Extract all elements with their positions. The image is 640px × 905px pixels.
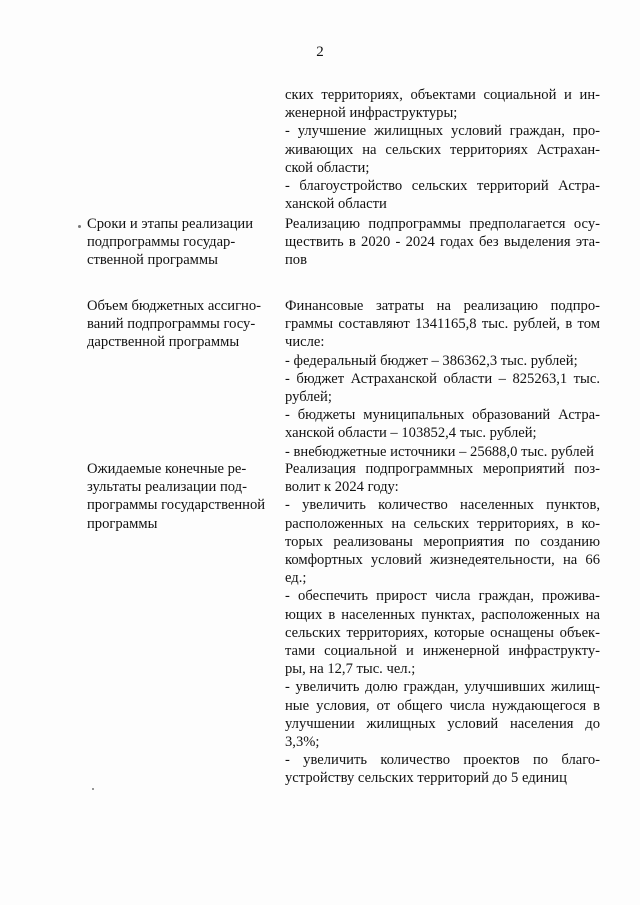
row-label-line: Ожидаемые конечные ре- (87, 461, 247, 477)
row-value-line: сельских территориях, которые оснащены объек- (285, 624, 600, 641)
row-value-line: ющих в населенных пунктах, расположенных на (285, 606, 600, 623)
row-value-line: - увеличить количество населенных пунктов, (285, 497, 600, 514)
row-label-line: программы (87, 515, 158, 532)
row-value-line: ные условия, от общего числа нуждающегося в (285, 697, 600, 714)
intro-line: ских территориях, объектами социальной и ин- (285, 87, 600, 103)
row-label-line: программы государственной (87, 497, 266, 514)
row-value-line: ры, на 12,7 тыс. чел.; (285, 661, 416, 678)
row-value-line: Финансовые затраты на реализацию подпро- (285, 298, 600, 314)
page-number: 2 (316, 44, 324, 60)
scan-speck (78, 225, 81, 228)
row-value (285, 297, 600, 461)
row-value-line: - бюджеты муниципальных образований Астра- (285, 407, 600, 424)
row-value-line: тами социальной и инженерной инфраструкту- (285, 643, 600, 660)
row-label-line: ственной программы (87, 252, 218, 269)
row-value-line: граммы составляют 1341165,8 тыс. рублей, в том (285, 316, 600, 333)
row-value-line: - увеличить количество проектов по благо- (285, 752, 600, 769)
row-label-line: Сроки и этапы реализации (87, 216, 254, 232)
row-value-line: улучшении жилищных условий населения до (285, 715, 600, 732)
row-value (285, 215, 600, 270)
row-value (285, 460, 600, 788)
row-value-line: торых реализованы мероприятия по созданию (285, 533, 600, 550)
intro-line: женерной инфраструктуры; (285, 105, 458, 122)
row-label (87, 297, 261, 352)
row-value-line: рублей; (285, 389, 332, 406)
row-value-line: Реализация подпрограммных мероприятий поз- (285, 461, 600, 477)
scan-speck (92, 788, 94, 790)
intro-line: ханской области (285, 196, 387, 213)
row-label-line: дарственной программы (87, 334, 240, 351)
row-value-line: числе: (285, 334, 325, 351)
row-label-line: подпрограммы государ- (87, 234, 236, 251)
row-value-line: комфортных условий жизнедеятельности, на 66 (285, 552, 600, 569)
row-value-line: ханской области – 103852,4 тыс. рублей; (285, 425, 537, 442)
row-value-line: ед.; (285, 570, 307, 587)
row-value-line: волит к 2024 году: (285, 479, 399, 496)
intro-line: живающих на сельских территориях Астрахан- (285, 141, 600, 158)
row-value-line: - обеспечить прирост числа граждан, прожива- (285, 588, 600, 605)
row-value-line: - увеличить долю граждан, улучшивших жилищ- (285, 679, 600, 696)
row-value-line: ществить в 2020 - 2024 годах без выделения эта- (285, 234, 600, 251)
row-label (87, 460, 265, 533)
row-value-line: устройству сельских территорий до 5 единиц (285, 770, 567, 787)
intro-line: - благоустройство сельских территорий Астра- (285, 178, 600, 195)
row-label-line: Объем бюджетных ассигно- (87, 298, 262, 314)
intro-line: - улучшение жилищных условий граждан, про- (285, 123, 600, 140)
row-label-line: ваний подпрограммы госу- (87, 316, 256, 333)
row-value-line: 3,3%; (285, 734, 320, 751)
row-label (87, 215, 253, 270)
row-value-line: - федеральный бюджет – 386362,3 тыс. рублей; (285, 352, 578, 369)
row-value-line: - внебюджетные источники – 25688,0 тыс. рублей (285, 443, 594, 460)
row-value-line: - бюджет Астраханской области – 825263,1 тыс. (285, 370, 600, 387)
row-value-line: пов (285, 252, 307, 269)
row-value-line: расположенных на сельских территориях, в ко- (285, 515, 600, 532)
row-value-line: Реализацию подпрограммы предполагается осу- (285, 216, 600, 232)
intro-continuation (285, 86, 600, 213)
row-label-line: зультаты реализации под- (87, 479, 247, 496)
intro-line: ской области; (285, 159, 370, 176)
